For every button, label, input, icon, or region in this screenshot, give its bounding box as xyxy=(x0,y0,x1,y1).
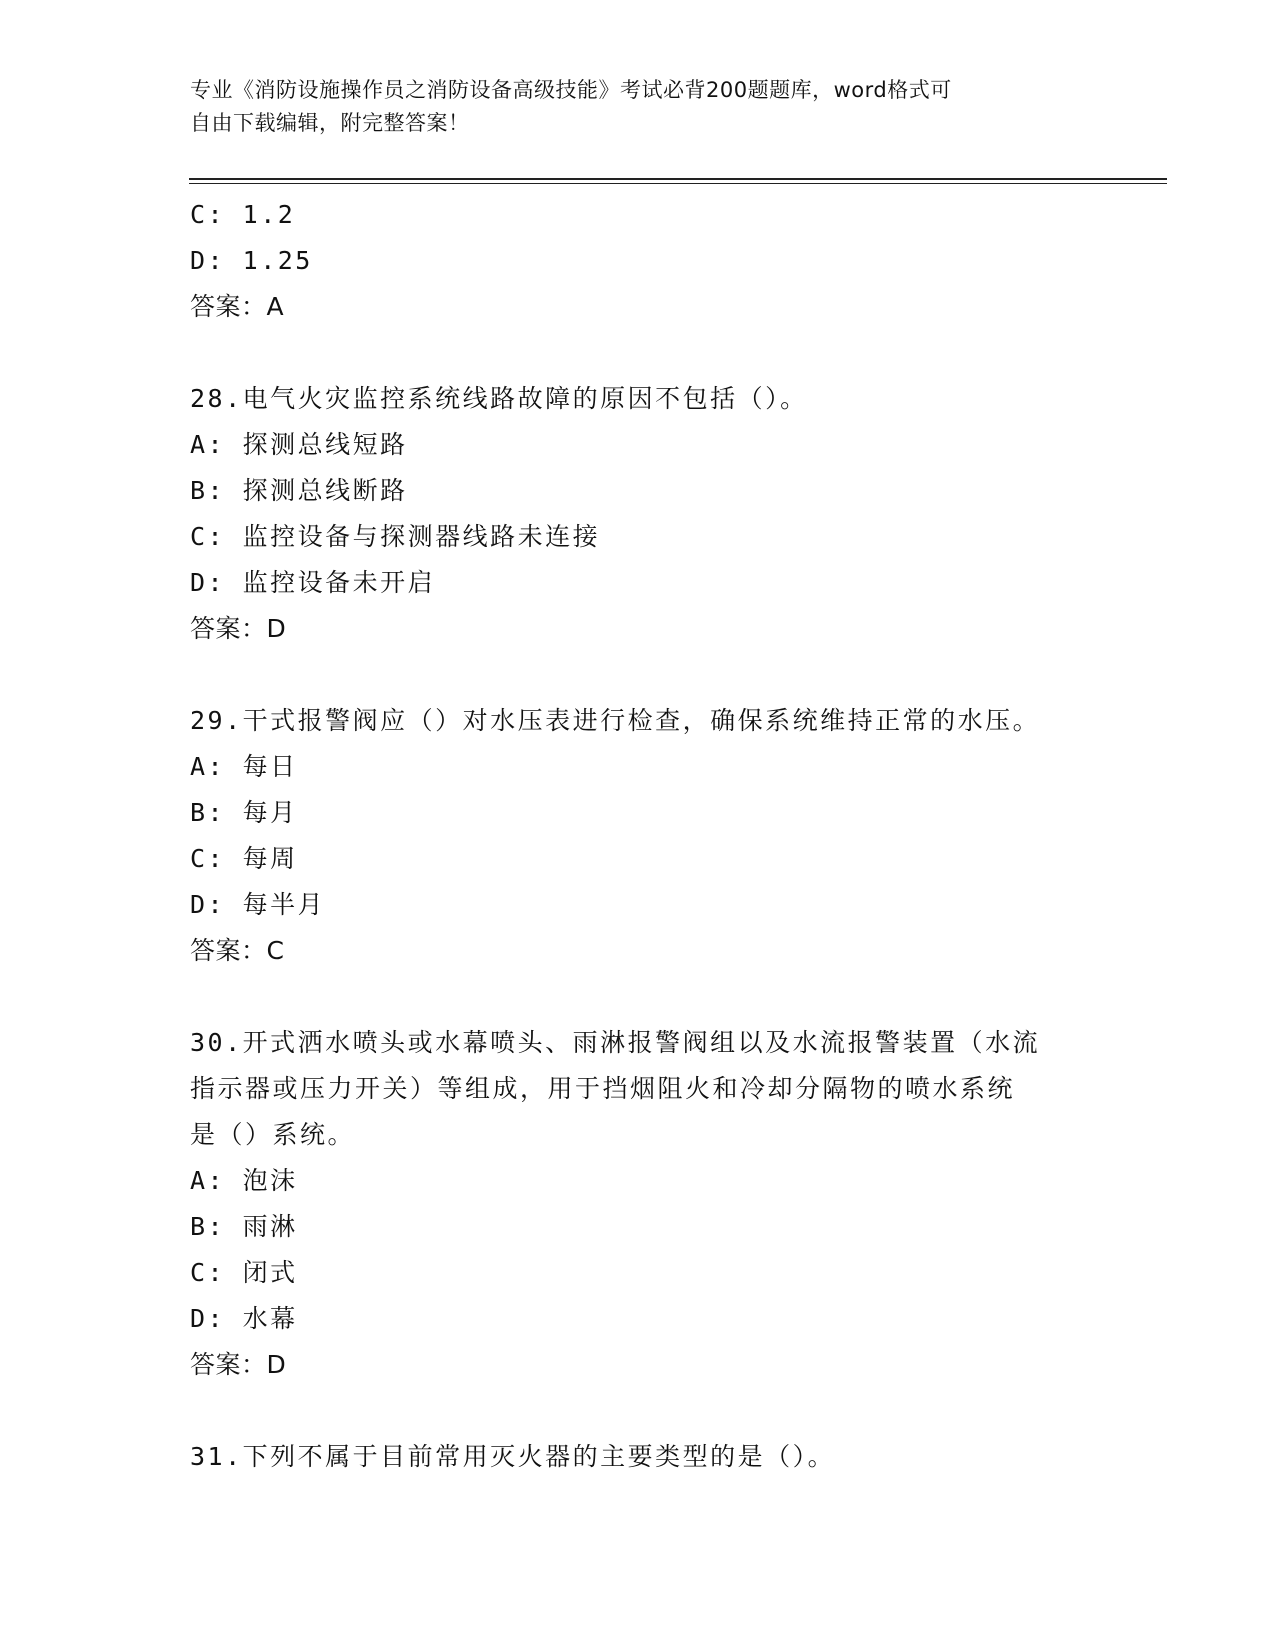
option-c: C: 1.2 xyxy=(190,200,296,229)
answer-line: 答案：A xyxy=(190,292,285,321)
option-c: C: 闭式 xyxy=(190,1258,298,1287)
option-d: D: 每半月 xyxy=(190,890,326,919)
option-a: A: 每日 xyxy=(190,752,298,781)
question-stem-line-3: 是（）系统。 xyxy=(190,1120,356,1149)
option-a: A: 泡沫 xyxy=(190,1166,298,1195)
spacer xyxy=(190,652,1090,698)
question-stem: 28.电气火灾监控系统线路故障的原因不包括（）。 xyxy=(190,384,808,413)
question-stem: 31.下列不属于目前常用灭火器的主要类型的是（）。 xyxy=(190,1442,836,1471)
option-b: B: 雨淋 xyxy=(190,1212,298,1241)
header-rule-thick xyxy=(189,178,1167,180)
answer-line: 答案：C xyxy=(190,936,285,965)
spacer xyxy=(190,1388,1090,1434)
option-a: A: 探测总线短路 xyxy=(190,430,408,459)
question-list xyxy=(190,192,1090,1480)
option-b: B: 探测总线断路 xyxy=(190,476,408,505)
spacer xyxy=(190,330,1090,376)
answer-line: 答案：D xyxy=(190,614,287,643)
header-line-2: 自由下载编辑，附完整答案！ xyxy=(190,111,470,135)
option-d: D: 水幕 xyxy=(190,1304,298,1333)
question-stem: 29.干式报警阀应（）对水压表进行检查，确保系统维持正常的水压。 xyxy=(190,706,1041,735)
header-rule-thin xyxy=(189,183,1167,184)
option-d: D: 1.25 xyxy=(190,246,313,275)
header-line-1: 专业《消防设施操作员之消防设备高级技能》考试必背200题题库，word格式可 xyxy=(190,78,952,102)
spacer xyxy=(190,974,1090,1020)
option-c: C: 每周 xyxy=(190,844,298,873)
question-stem-line-2: 指示器或压力开关）等组成，用于挡烟阻火和冷却分隔物的喷水系统 xyxy=(190,1074,1016,1103)
option-c: C: 监控设备与探测器线路未连接 xyxy=(190,522,601,551)
option-d: D: 监控设备未开启 xyxy=(190,568,436,597)
question-stem-line-1: 30.开式洒水喷头或水幕喷头、雨淋报警阀组以及水流报警装置（水流 xyxy=(190,1028,1041,1057)
option-b: B: 每月 xyxy=(190,798,298,827)
answer-line: 答案：D xyxy=(190,1350,287,1379)
document-header xyxy=(190,74,1090,140)
